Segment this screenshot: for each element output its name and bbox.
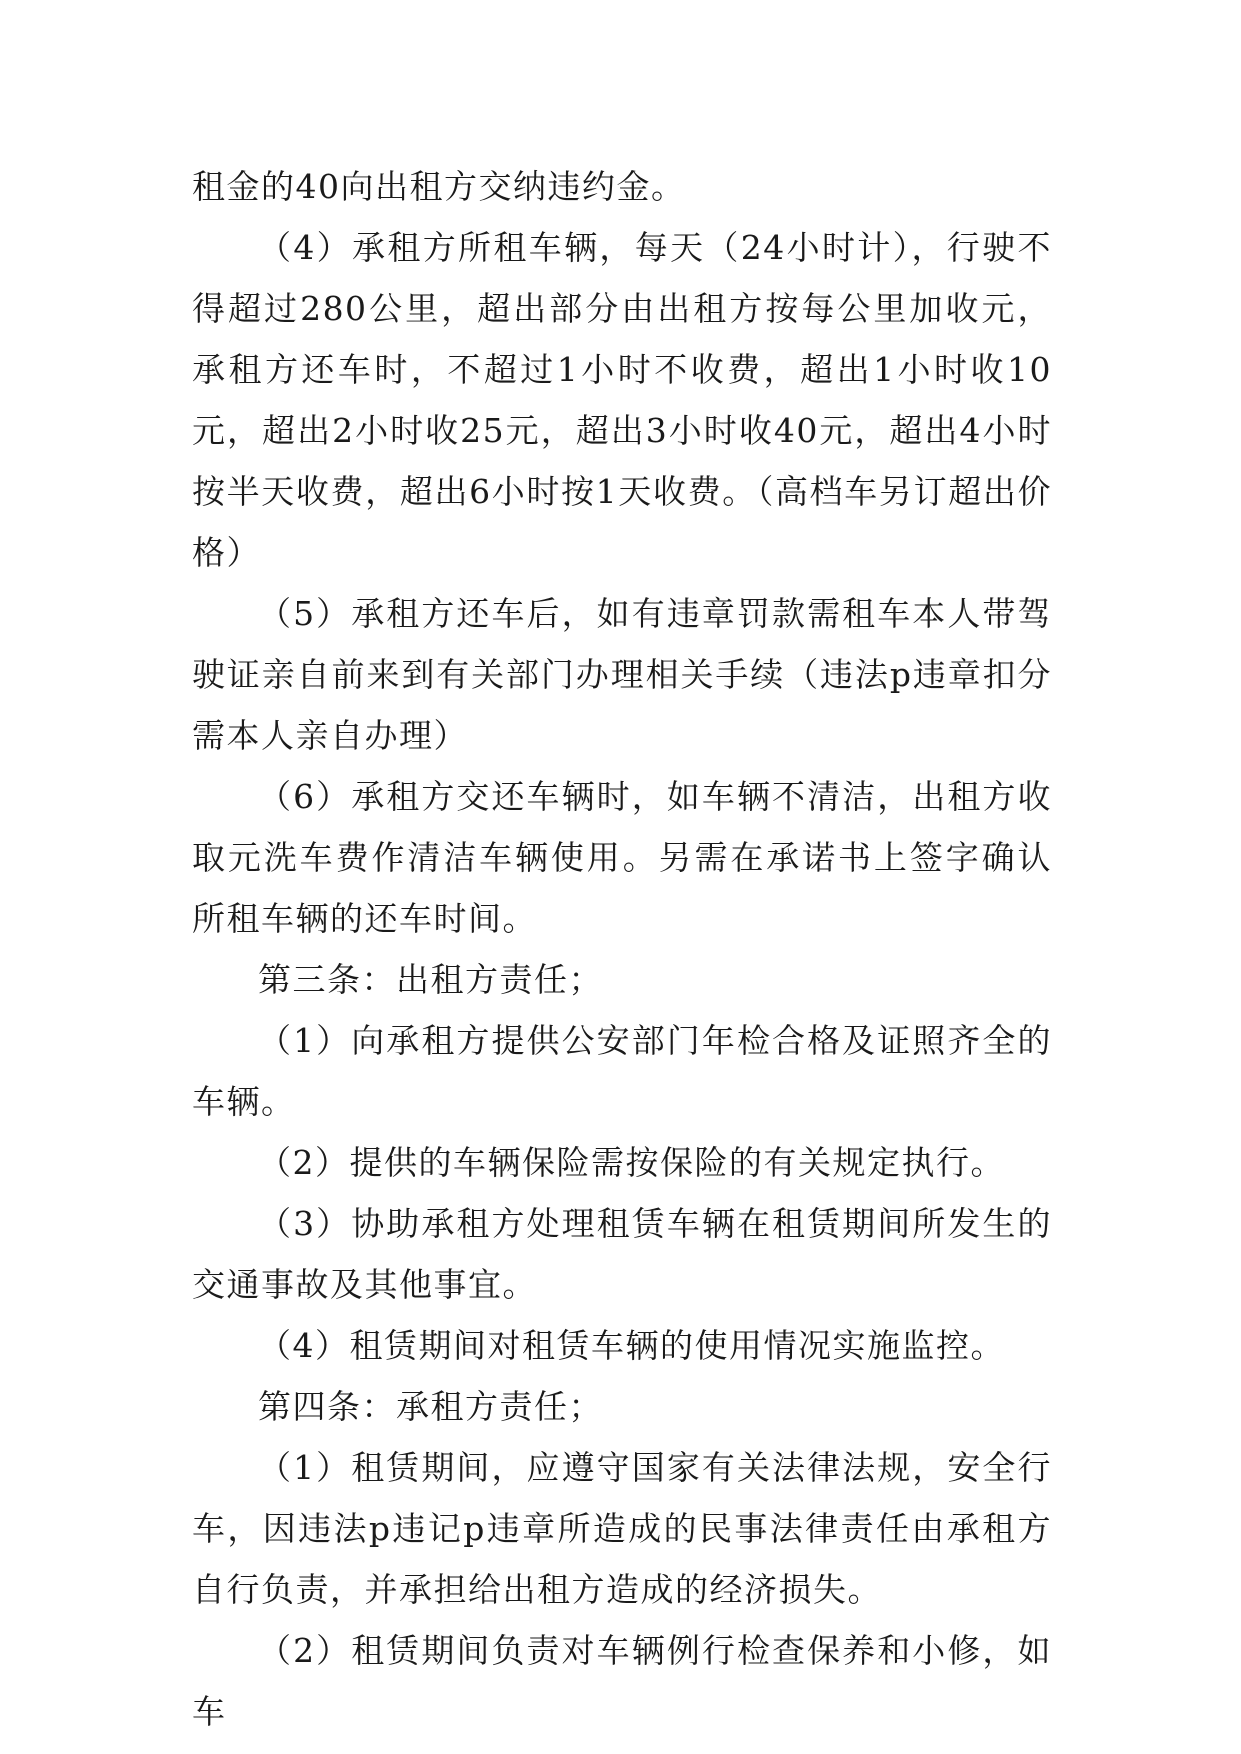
article-three-heading: 第三条：出租方责任； [258,960,603,999]
paragraph-lessor-duty-3: （3）协助承租方处理租赁车辆在租赁期间所发生的交通事故及其他事宜。 [192,1204,1052,1304]
paragraph-lessor-duty-1: （1）向承租方提供公安部门年检合格及证照齐全的车辆。 [192,1021,1052,1121]
paragraph-mileage-and-overtime: （4）承租方所租车辆，每天（24小时计），行驶不得超过280公里，超出部分由出租方按每公里加收元，承租方还车时，不超过1小时不收费，超出1小时收10元，超出2小时收25元，超出3小时收40元，超出4小时按半天收费，超出6小时按1天收费。（高档车另订超出价格） [192,228,1052,572]
paragraph-lessee-duty-1: （1）租赁期间，应遵守国家有关法律法规，安全行车，因违法p违记p违章所造成的民事法律责任由承租方自行负责，并承担给出租方造成的经济损失。 [192,1448,1052,1609]
paragraph-lessor-duty-2: （2）提供的车辆保险需按保险的有关规定执行。 [258,1143,1005,1182]
paragraph-lessee-duty-2: （2）租赁期间负责对车辆例行检查保养和小修，如车 [192,1631,1052,1731]
paragraph-cleaning-fee: （6）承租方交还车辆时，如车辆不清洁，出租方收取元洗车费作清洁车辆使用。另需在承诺书上签字确认所租车辆的还车时间。 [192,777,1052,938]
article-four-heading: 第四条：承租方责任； [258,1387,603,1426]
paragraph-violations: （5）承租方还车后，如有违章罚款需租车本人带驾驶证亲自前来到有关部门办理相关手续（违法p违章扣分需本人亲自办理） [192,594,1052,755]
document-page [192,156,1052,1742]
paragraph-penalty-continuation: 租金的40向出租方交纳违约金。 [192,167,686,206]
paragraph-lessor-duty-4: （4）租赁期间对租赁车辆的使用情况实施监控。 [258,1326,1005,1365]
